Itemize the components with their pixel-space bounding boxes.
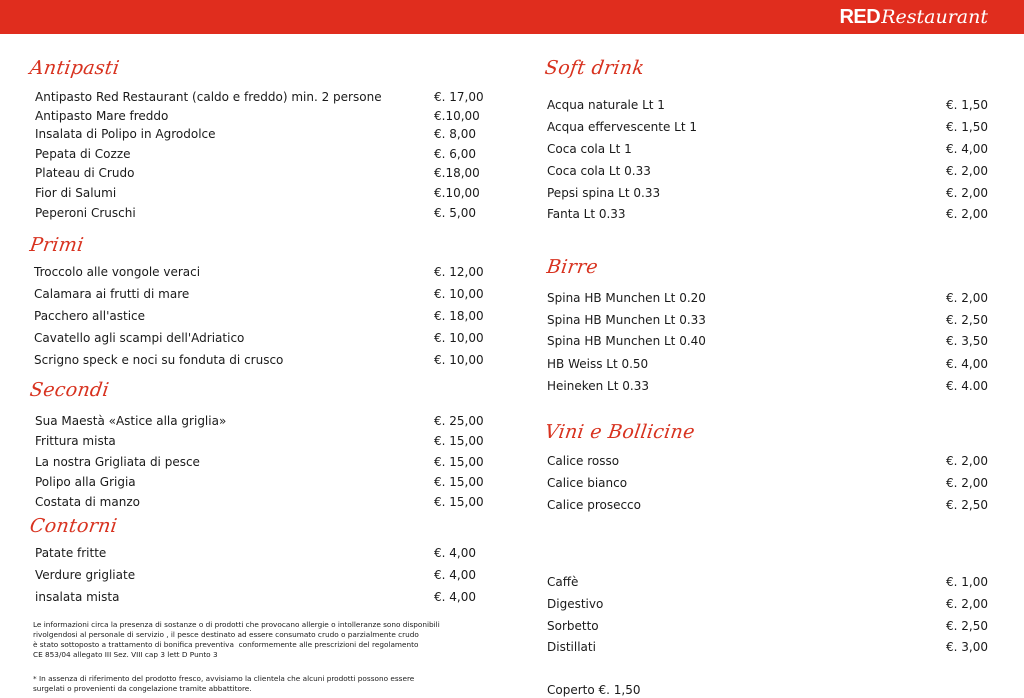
menu-item-name: Costata di manzo xyxy=(35,495,140,509)
frozen-note: * In assenza di riferimento del prodotto fresco, avvisiamo la clientela che alcuni prodotti possono essere surgelati o provenienti da congelazione tramite abbattitore. xyxy=(33,674,415,693)
soft-drink-heading: Soft drink xyxy=(543,57,646,79)
menu-item-name: Scrigno speck e noci su fonduta di crusco xyxy=(34,353,284,367)
menu-item-price: €. 18,00 xyxy=(434,309,484,323)
menu-item-price: €. 6,00 xyxy=(434,147,476,161)
restaurant-logo xyxy=(839,6,988,29)
menu-item-price: €. 25,00 xyxy=(434,414,484,428)
menu-item-name: HB Weiss Lt 0.50 xyxy=(547,357,649,371)
menu-item-price: €. 2,00 xyxy=(946,454,988,468)
menu-item-price: €. 12,00 xyxy=(434,265,484,279)
menu-item-name: Sorbetto xyxy=(547,619,599,633)
menu-item-price: €. 1,00 xyxy=(946,575,988,589)
menu-item-price: €.10,00 xyxy=(434,109,480,123)
secondi-heading: Secondi xyxy=(28,379,111,401)
menu-item-name: Calice rosso xyxy=(547,454,620,468)
menu-item-price: €. 2,50 xyxy=(946,619,988,633)
menu-item-price: €. 4.00 xyxy=(946,379,988,393)
menu-item-name: Insalata di Polipo in Agrodolce xyxy=(35,127,216,141)
menu-item-price: €. 10,00 xyxy=(434,331,484,345)
menu-item-name: La nostra Grigliata di pesce xyxy=(35,455,200,469)
menu-item-price: €. 15,00 xyxy=(434,455,484,469)
menu-item-price: €. 1,50 xyxy=(946,120,988,134)
menu-item-name: Verdure grigliate xyxy=(35,568,136,582)
menu-item-name: Fanta Lt 0.33 xyxy=(547,207,626,221)
menu-item-name: Pepsi spina Lt 0.33 xyxy=(547,186,661,200)
menu-item-price: €. 4,00 xyxy=(946,142,988,156)
menu-item-name: Heineken Lt 0.33 xyxy=(547,379,649,393)
menu-item-price: €. 2,00 xyxy=(946,476,988,490)
menu-item-price: €. 2,00 xyxy=(946,291,988,305)
allergen-note: Le informazioni circa la presenza di sostanze o di prodotti che provocano allergie o intolleranze sono disponibili rivolgendosi al personale di servizio , il pesce destinato ad essere consumato crudo o parzialmente crudo è stato sottoposto a trattamento di bonifica preventiva conformemente alle prescrizioni del regolamento CE 853/04 allegato III Sez. VIII cap 3 lett D Punto 3 xyxy=(33,620,440,659)
menu-item-price: €. 3,50 xyxy=(946,334,988,348)
menu-item-price: €. 4,00 xyxy=(946,357,988,371)
menu-item-name: Plateau di Crudo xyxy=(35,166,135,180)
antipasti-heading: Antipasti xyxy=(28,57,121,79)
menu-item-name: Cavatello agli scampi dell'Adriatico xyxy=(34,331,245,345)
menu-item-name: Fior di Salumi xyxy=(35,186,117,200)
menu-item-name: Pacchero all'astice xyxy=(34,309,146,323)
menu-item-name: Caffè xyxy=(547,575,579,589)
contorni-heading: Contorni xyxy=(28,515,119,537)
menu-item-name: Frittura mista xyxy=(35,434,116,448)
menu-item-name: Calice bianco xyxy=(547,476,628,490)
menu-item-price: €. 17,00 xyxy=(434,90,484,104)
menu-item-name: Pepata di Cozze xyxy=(35,147,131,161)
menu-item-price: €. 5,00 xyxy=(434,206,476,220)
menu-item-price: €. 2,50 xyxy=(946,498,988,512)
header-bar xyxy=(0,0,1024,34)
menu-item-price: €. 8,00 xyxy=(434,127,476,141)
menu-item-name: Calice prosecco xyxy=(547,498,641,512)
menu-item-name: Coca cola Lt 0.33 xyxy=(547,164,651,178)
menu-item-price: €. 10,00 xyxy=(434,287,484,301)
menu-item-price: €. 2,00 xyxy=(946,597,988,611)
logo-red: RED xyxy=(839,6,881,28)
menu-item-name: Acqua naturale Lt 1 xyxy=(547,98,665,112)
menu-item-name: Spina HB Munchen Lt 0.20 xyxy=(547,291,706,305)
menu-item-price: €. 2,00 xyxy=(946,207,988,221)
menu-item-name: insalata mista xyxy=(35,590,120,604)
menu-item-price: €. 4,00 xyxy=(434,568,476,582)
menu-item-name: Acqua effervescente Lt 1 xyxy=(547,120,698,134)
menu-item-price: €. 2,00 xyxy=(946,186,988,200)
menu-item-name: Distillati xyxy=(547,640,596,654)
menu-item-price: €. 10,00 xyxy=(434,353,484,367)
vini-heading: Vini e Bollicine xyxy=(543,421,697,443)
menu-item-name: Digestivo xyxy=(547,597,604,611)
menu-item-name: Polipo alla Grigia xyxy=(35,475,136,489)
menu-item-price: €. 4,00 xyxy=(434,590,476,604)
logo-restaurant: Restaurant xyxy=(881,6,988,28)
menu-item-name: Spina HB Munchen Lt 0.40 xyxy=(547,334,706,348)
menu-item-name: Troccolo alle vongole veraci xyxy=(34,265,201,279)
menu-item-name: Patate fritte xyxy=(35,546,107,560)
menu-item-price: €.10,00 xyxy=(434,186,480,200)
menu-item-name: Spina HB Munchen Lt 0.33 xyxy=(547,313,706,327)
menu-item-name: Antipasto Mare freddo xyxy=(35,109,169,123)
menu-item-name: Sua Maestà «Astice alla griglia» xyxy=(35,414,227,428)
menu-item-price: €. 15,00 xyxy=(434,475,484,489)
menu-item-name: Coca cola Lt 1 xyxy=(547,142,632,156)
menu-item-name: Antipasto Red Restaurant (caldo e freddo) min. 2 persone xyxy=(35,90,382,104)
menu-item-price: €. 3,00 xyxy=(946,640,988,654)
menu-item-price: €. 2,50 xyxy=(946,313,988,327)
menu-item-name: Calamara ai frutti di mare xyxy=(34,287,190,301)
primi-heading: Primi xyxy=(28,234,86,256)
menu-item-price: €. 15,00 xyxy=(434,434,484,448)
menu-item-price: €. 2,00 xyxy=(946,164,988,178)
menu-item-price: €. 4,00 xyxy=(434,546,476,560)
menu-item-price: €. 15,00 xyxy=(434,495,484,509)
menu-item-price: €. 1,50 xyxy=(946,98,988,112)
coperto-label: Coperto €. 1,50 xyxy=(547,683,641,697)
birre-heading: Birre xyxy=(545,256,600,278)
menu-item-name: Peperoni Cruschi xyxy=(35,206,136,220)
menu-item-price: €.18,00 xyxy=(434,166,480,180)
